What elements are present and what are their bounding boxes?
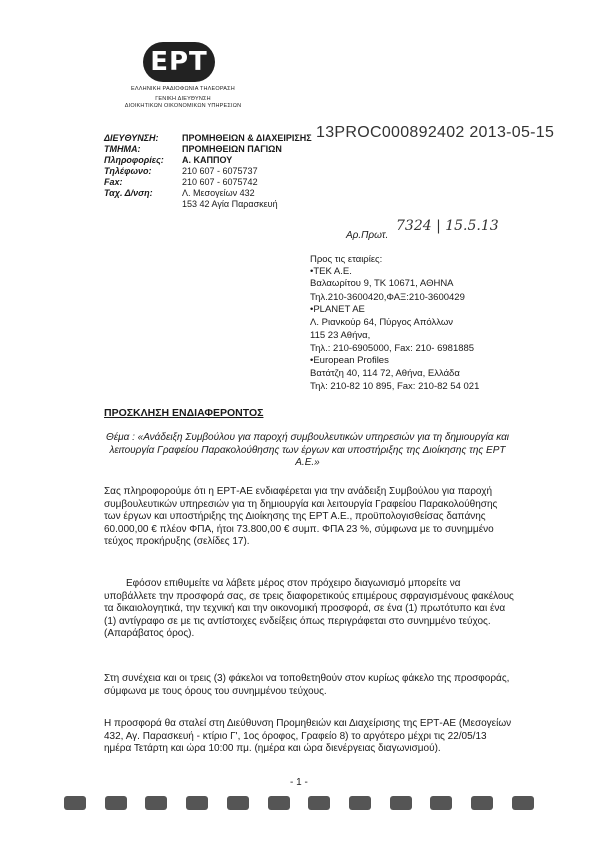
footer-logo xyxy=(390,796,412,810)
ert-logo: ΕΡΤ xyxy=(143,42,215,82)
recipients-intro: Προς τις εταιρίες: xyxy=(310,254,383,265)
footer-logo xyxy=(227,796,249,810)
recipient-line: Τηλ.210-3600420,ΦΑΞ:210-3600429 xyxy=(310,292,465,303)
field-label-info: Πληροφορίες: xyxy=(104,155,164,165)
document-title: ΠΡΟΣΚΛΗΣΗ ΕΝΔΙΑΦΕΡΟΝΤΟΣ xyxy=(104,407,264,419)
recipient-line: Τηλ.: 210-6905000, Fax: 210- 6981885 xyxy=(310,343,475,354)
field-label-fax: Fax: xyxy=(104,177,123,187)
footer-logo xyxy=(268,796,290,810)
field-label-address: Ταχ. Δ/νση: xyxy=(104,188,153,198)
field-value-direction: ΠΡΟΜΗΘΕΙΩΝ & ΔΙΑΧΕΙΡΙΣΗΣ xyxy=(182,133,312,143)
field-value-fax: 210 607 - 6075742 xyxy=(182,177,258,187)
footer-logos xyxy=(64,796,534,810)
protocol-handwritten: 7324 | 15.5.13 xyxy=(396,218,499,234)
paragraph-1: Σας πληροφορούμε ότι η ΕΡΤ-ΑΕ ενδιαφέρεται για την ανάδειξη Συμβούλου για παροχή συμβουλευτικών υπηρεσιών για τη δημιουργία και λειτουργία Γραφείου Παρακολούθησης των έργων και υποστήριξης της Διοίκησης της ΕΡΤ Α.Ε., προϋπολογισθείσας δαπάνης 60.000,00 € πλέον ΦΠΑ, ήτοι 73.800,00 € συμπ. ΦΠΑ 23 %, σύμφωνα με το συνημμένο τεύχος προκήρυξης (σελίδες 17). xyxy=(104,486,498,547)
protocol-label: Αρ.Πρωτ. xyxy=(346,230,389,241)
field-value-phone: 210 607 - 6075737 xyxy=(182,166,258,176)
footer-logo xyxy=(186,796,208,810)
page-number: - 1 - xyxy=(290,777,308,788)
paragraph-3: Στη συνέχεια και οι τρεις (3) φάκελοι να τοποθετηθούν στον κυρίως φάκελο της προσφοράς, σύμφωνα με τους όρους του συνημμένου τεύχους. xyxy=(104,673,510,697)
paragraph-2: Εφόσον επιθυμείτε να λάβετε μέρος στον πρόχειρο διαγωνισμό μπορείτε να υποβάλλετε την προσφορά σας, σε τρεις διαφορετικούς επιμέρους σφραγισμένους φακέλους τα δικαιολογητικά, την τεχνική και την οικονομική προσφορά, σε ένα (1) πρωτότυπο και ένα (1) αντίγραφο σε με τις αντίστοιχες ενδείξεις όπως περιγράφεται στο συνημμένο τεύχος. (Απαράβατος όρος). xyxy=(104,578,514,639)
field-value-info: Α. ΚΑΠΠΟΥ xyxy=(182,155,233,165)
recipient-line: 115 23 Αθήνα, xyxy=(310,330,371,341)
footer-logo xyxy=(349,796,371,810)
recipient-line: Βατάτζη 40, 114 72, Αθήνα, Ελλάδα xyxy=(310,368,460,379)
footer-logo xyxy=(145,796,167,810)
org-line-2: ΓΕΝΙΚΗ ΔΙΕΥΘΥΝΣΗ xyxy=(155,96,211,102)
field-value-department: ΠΡΟΜΗΘΕΙΩΝ ΠΑΓΙΩΝ xyxy=(182,144,282,154)
protocol-stamp: 13PROC000892402 2013-05-15 xyxy=(316,124,555,141)
recipient-line: •TEK A.E. xyxy=(310,266,352,277)
recipient-line: •European Profiles xyxy=(310,355,389,366)
subject: Θέμα : «Ανάδειξη Συμβούλου για παροχή συμβουλευτικών υπηρεσιών για τη δημιουργία και λειτουργία Γραφείου Παρακολούθησης των έργων και υποστήριξης της Διοίκησης της ΕΡΤ Α.Ε.» xyxy=(105,432,510,468)
org-line-3: ΔΙΟΙΚΗΤΙΚΩΝ ΟΙΚΟΝΟΜΙΚΩΝ ΥΠΗΡΕΣΙΩΝ xyxy=(124,103,242,109)
footer-logo xyxy=(471,796,493,810)
field-value-address: Λ. Μεσογείων 432 xyxy=(182,188,255,198)
field-label-phone: Τηλέφωνο: xyxy=(104,166,152,176)
recipient-line: Λ. Ριανκούρ 64, Πύργος Απόλλων xyxy=(310,317,454,328)
paragraph-4: Η προσφορά θα σταλεί στη Διεύθυνση Προμηθειών και Διαχείρισης της ΕΡΤ-ΑΕ (Μεσογείων 432, Αγ. Παρασκευή - κτίριο Γ', 1ος όροφος, Γραφείο 8) το αργότερο μέχρι τις 22/05/13 ημέρα Τετάρτη και ώρα 10:00 πμ. (ημέρα και ώρα διενέργειας διαγωνισμού). xyxy=(104,718,512,754)
field-value-address-city: 153 42 Αγία Παρασκευή xyxy=(182,199,278,209)
footer-logo xyxy=(512,796,534,810)
footer-logo xyxy=(308,796,330,810)
recipient-line: Τηλ: 210-82 10 895, Fax: 210-82 54 021 xyxy=(310,381,480,392)
footer-logo xyxy=(430,796,452,810)
field-label-department: ΤΜΗΜΑ: xyxy=(104,144,141,154)
field-label-direction: ΔΙΕΥΘΥΝΣΗ: xyxy=(104,133,159,143)
footer-logo xyxy=(64,796,86,810)
recipient-line: •PLANET AE xyxy=(310,304,365,315)
org-line-1: ΕΛΛΗΝΙΚΗ ΡΑΔΙΟΦΩΝΙΑ ΤΗΛΕΟΡΑΣΗ xyxy=(131,86,235,92)
footer-logo xyxy=(105,796,127,810)
recipient-line: Βαλαωρίτου 9, ΤΚ 10671, ΑΘΗΝΑ xyxy=(310,278,454,289)
